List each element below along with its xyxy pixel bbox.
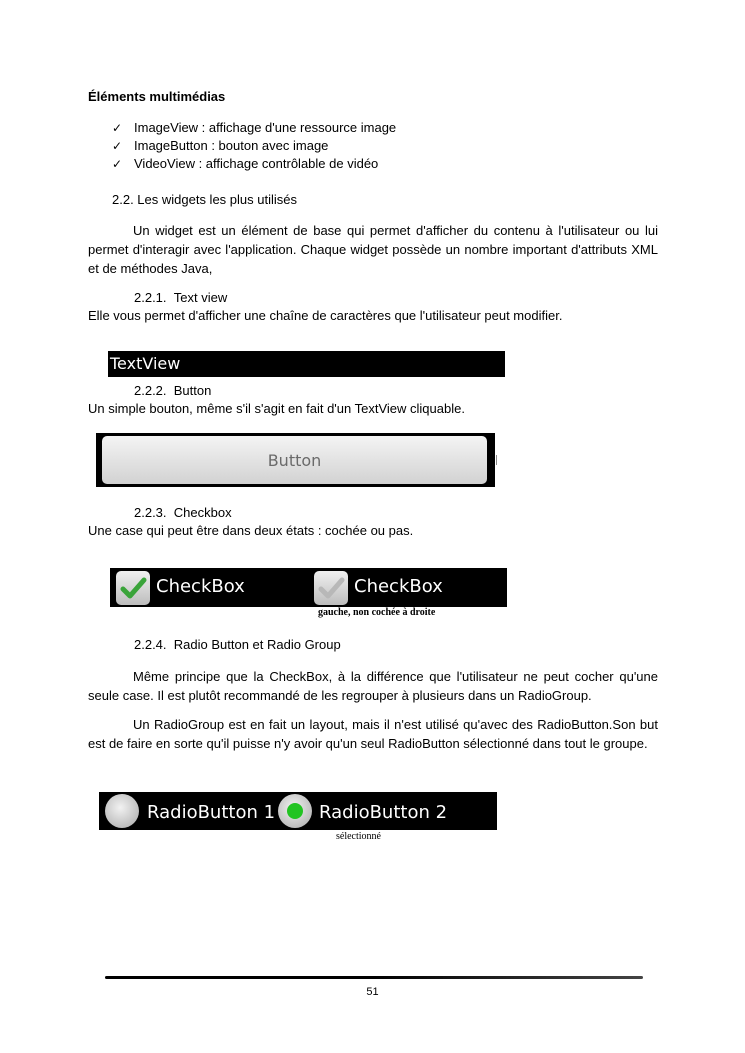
button-description: Un simple bouton, même s'il s'agit en fait d'un TextView cliquable. [88,401,465,416]
radio-paragraph: Même principe que la CheckBox, à la différence que l'utilisateur ne peut cocher qu'une seule case. Il est plutôt recommandé de les regrouper à plusieurs dans un RadioGroup. [88,669,658,703]
textview-sample [108,351,505,377]
button-heading: 2.2.2. Button [134,383,212,398]
list-item [112,155,396,173]
page-number: 51 [366,986,379,998]
checkmark-icon [116,571,150,605]
radio-selected-icon [278,794,312,828]
checkmark-icon: ✓ [112,139,123,153]
subsection-title: 2.2. Les widgets les plus utilisés [112,192,297,207]
multimedia-list [112,119,396,173]
radio-label: RadioButton 1 [147,802,276,823]
list-item-text: VideoView : affichage contrôlable de vidéo [134,156,379,171]
checkbox-heading: 2.2.3. Checkbox [134,505,232,520]
checkmark-icon [314,571,348,605]
checkbox-sample [110,568,507,607]
list-item-text: ImageButton : bouton avec image [134,138,329,153]
list-item [112,137,396,155]
list-item-text: ImageView : affichage d'une ressource image [134,120,397,135]
checked-checkbox [116,571,150,605]
radio-caption: sélectionné [336,831,381,842]
textview-heading: 2.2.1. Text view [134,290,228,305]
textview-description: Elle vous permet d'afficher une chaîne de caractères que l'utilisateur peut modifier. [88,308,563,323]
textview-sample-label: TextView [110,354,181,373]
image-edge-mark [496,455,497,465]
checkbox-caption: gauche, non cochée à droite [318,607,436,618]
checkbox-label: CheckBox [354,576,443,597]
checkmark-icon: ✓ [112,157,123,171]
sample-button-label: Button [267,451,322,470]
button-sample [96,433,495,487]
intro-paragraph: Un widget est un élément de base qui permet d'afficher du contenu à l'utilisateur ou lui permet d'interagir avec l'application. Chaque widget possède un nombre important d'attributs XML et de méthodes Java, [88,223,658,276]
unchecked-checkbox [314,571,348,605]
checkmark-icon: ✓ [112,121,123,135]
sample-button [102,436,487,484]
radio-unselected-icon [105,794,139,828]
radio-dot [287,803,303,819]
radiogroup-paragraph: Un RadioGroup est en fait un layout, mais il n'est utilisé qu'avec des RadioButton.Son but est de faire en sorte qu'il puisse n'y avoir qu'un seul RadioButton sélectionné dans tout le groupe. [88,717,658,751]
footer-divider [105,976,643,979]
radio-label: RadioButton 2 [319,802,448,823]
checkbox-label: CheckBox [156,576,245,597]
section-heading: Éléments multimédias [88,89,226,104]
radio-heading: 2.2.4. Radio Button et Radio Group [134,637,341,652]
checkbox-description: Une case qui peut être dans deux états : cochée ou pas. [88,523,414,538]
list-item [112,119,396,137]
radio-sample [99,792,497,830]
